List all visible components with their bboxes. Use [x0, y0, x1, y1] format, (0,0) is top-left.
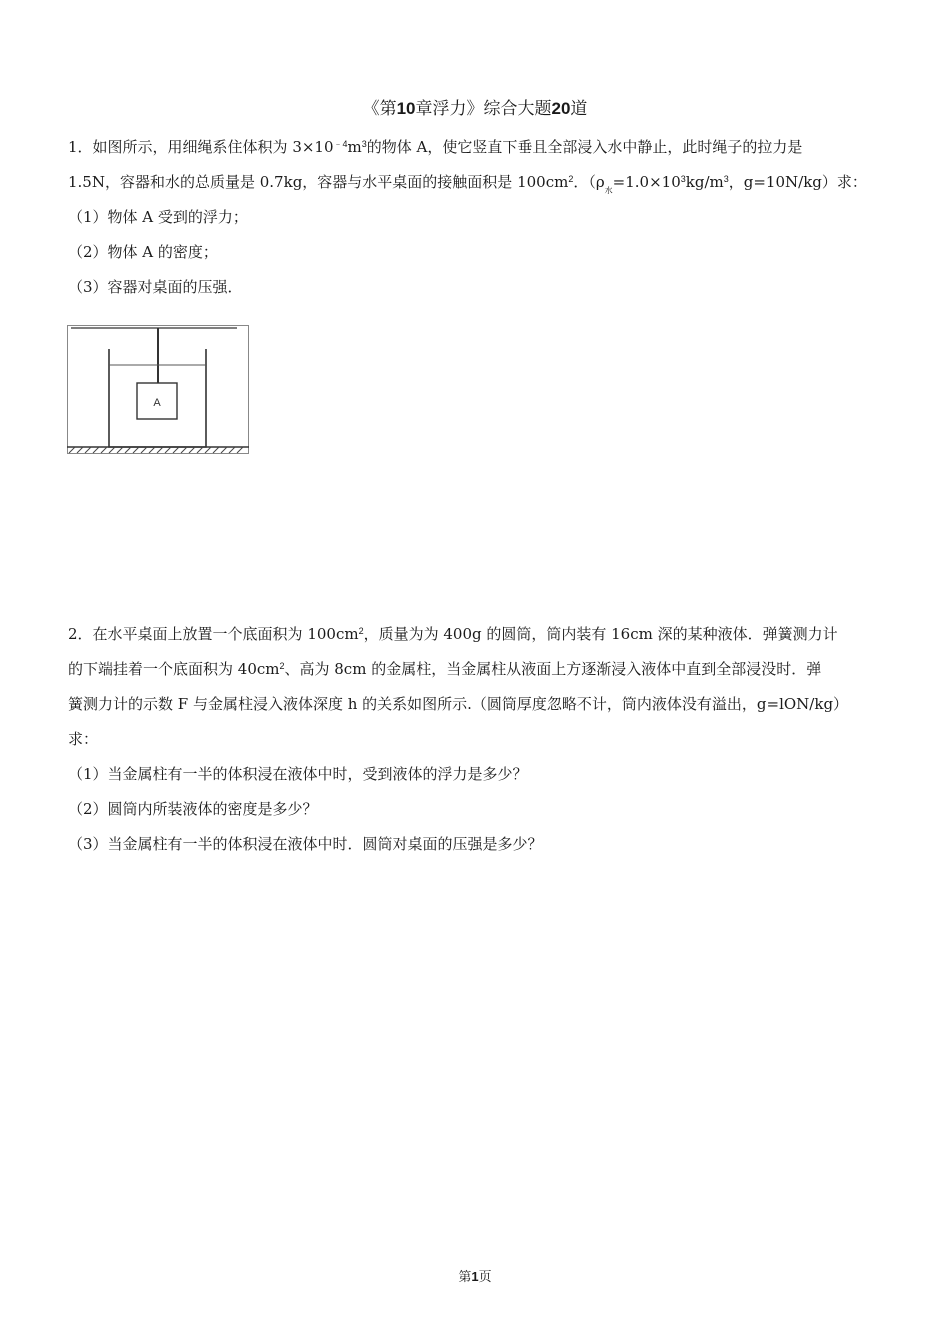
- q1-figure: [67, 325, 249, 454]
- question-1: [68, 130, 888, 305]
- title-suffix: 道: [570, 99, 588, 119]
- q2-subquestion-1: （1）当金属柱有一半的体积浸在液体中时，受到液体的浮力是多少？: [68, 765, 528, 783]
- q1-subquestion-2: （2）物体 A 的密度；: [68, 243, 218, 261]
- q1-subquestion-1: （1）物体 A 受到的浮力；: [68, 208, 248, 226]
- title-prefix: 《第: [362, 99, 397, 119]
- title-count: 20: [551, 99, 571, 118]
- footer-suffix: 页: [478, 1270, 492, 1285]
- page-number: 1: [471, 1269, 479, 1284]
- q2-line-4: 求：: [68, 730, 99, 748]
- footer-prefix: 第: [458, 1270, 472, 1285]
- document-title: [0, 96, 950, 122]
- title-middle: 章浮力》综合大题: [415, 99, 552, 119]
- q2-line-1: 2．在水平桌面上放置一个底面积为 $100cm^2$，质量为为 400g 的圆筒，筒内装有 16cm 深的某种液体．弹簧测力计: [68, 625, 838, 643]
- page-footer: [0, 1266, 950, 1285]
- q2-line-3: 簧测力计的示数 F 与金属柱浸入液体深度 h 的关系如图所示.（圆筒厚度忽略不计，筒内液体没有溢出，g=lON/kg）: [68, 695, 849, 713]
- object-a-label: A: [153, 397, 161, 409]
- q2-subquestion-2: （2）圆筒内所装液体的密度是多少？: [68, 800, 318, 818]
- q1-line-1: 1．如图所示，用细绳系住体积为 $3\times 10^{﹣4}m^3$的物体 A，使它竖直下垂且全部浸入水中静止，此时绳子的拉力是: [68, 138, 803, 156]
- title-chapter-number: 10: [396, 99, 416, 118]
- q2-line-2: 的下端挂着一个底面积为 $40cm^2$、高为 8cm 的金属柱，当金属柱从液面上方逐渐浸入液体中直到全部浸没时．弹: [68, 660, 822, 678]
- q1-line-2: 1.5N，容器和水的总质量是 0.7kg，容器与水平桌面的接触面积是 $100cm^2$．（$\rho_水=1.0\times 10^3kg/m^3$，g=10N/kg）求：: [68, 173, 867, 195]
- q1-subquestion-3: （3）容器对桌面的压强．: [68, 278, 243, 296]
- q2-subquestion-3: （3）当金属柱有一半的体积浸在液体中时．圆筒对桌面的压强是多少？: [68, 835, 543, 853]
- question-2: [68, 617, 888, 862]
